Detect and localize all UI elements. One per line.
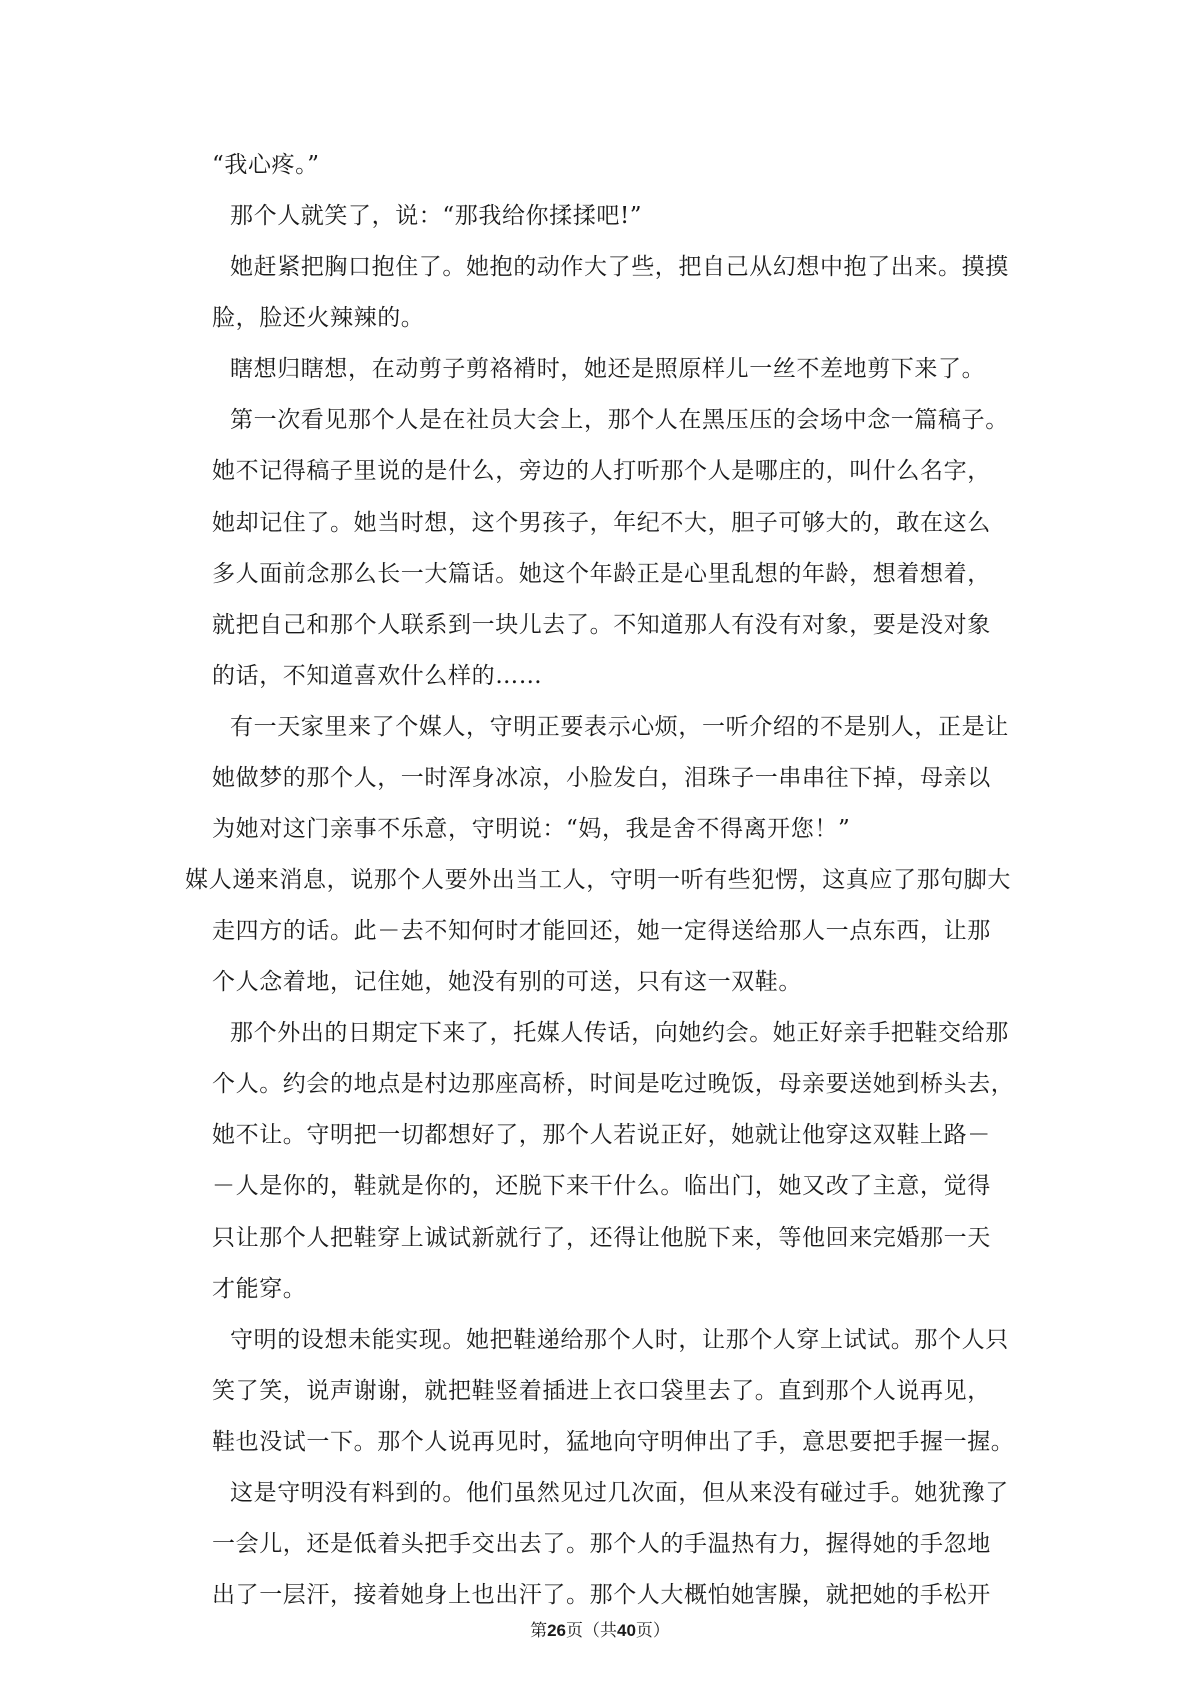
text-line: 为她对这门亲事不乐意，守明说：“妈，我是舍不得离开您！” xyxy=(212,816,851,842)
text-line: 多人面前念那么长一大篇话。她这个年龄正是心里乱想的年龄，想着想着， xyxy=(212,561,991,587)
text-line: －人是你的，鞋就是你的，还脱下来干什么。临出门，她又改了主意，觉得 xyxy=(212,1173,991,1199)
text-line: 瞎想归瞎想，在动剪子剪袼褙时，她还是照原样儿一丝不差地剪下来了。 xyxy=(230,356,986,382)
footer-prefix: 第 xyxy=(530,1621,548,1641)
current-page-number: 26 xyxy=(547,1621,566,1640)
text-line: 第一次看见那个人是在社员大会上，那个人在黑压压的会场中念一篇稿子。 xyxy=(230,407,1009,433)
text-line: 个人。约会的地点是村边那座高桥，时间是吃过晚饭，母亲要送她到桥头去， xyxy=(212,1071,1015,1097)
text-line: 她不让。守明把一切都想好了，那个人若说正好，她就让他穿这双鞋上路－ xyxy=(212,1122,991,1148)
text-line: 脸，脸还火辣辣的。 xyxy=(212,305,425,331)
text-line: 那个人就笑了，说：“那我给你揉揉吧!” xyxy=(230,203,643,229)
text-line: 只让那个人把鞋穿上诚试新就行了，还得让他脱下来，等他回来完婚那一天 xyxy=(212,1225,991,1251)
total-page-count: 40 xyxy=(617,1621,636,1640)
text-line: 有一天家里来了个媒人，守明正要表示心烦，一听介绍的不是别人，正是让 xyxy=(230,714,1009,740)
text-line: 她却记住了。她当时想，这个男孩子，年纪不大，胆子可够大的，敢在这么 xyxy=(212,510,991,536)
text-line: 走四方的话。此－去不知何时才能回还，她一定得送给那人一点东西，让那 xyxy=(212,918,991,944)
text-line: 的话，不知道喜欢什么样的…… xyxy=(212,663,543,689)
text-line: 守明的设想未能实现。她把鞋递给那个人时，让那个人穿上试试。那个人只 xyxy=(230,1327,1009,1353)
text-line: 她不记得稿子里说的是什么，旁边的人打听那个人是哪庄的，叫什么名字， xyxy=(212,458,991,484)
text-line: 一会儿，还是低着头把手交出去了。那个人的手温热有力，握得她的手忽地 xyxy=(212,1531,991,1557)
text-line: 个人念着地，记住她，她没有别的可送，只有这一双鞋。 xyxy=(212,969,802,995)
page-footer xyxy=(0,1620,1200,1642)
text-line: 笑了笑，说声谢谢，就把鞋竖着插进上衣口袋里去了。直到那个人说再见， xyxy=(212,1378,991,1404)
text-line: 她做梦的那个人，一时浑身冰凉，小脸发白，泪珠子一串串往下掉，母亲以 xyxy=(212,765,991,791)
text-line: 那个外出的日期定下来了，托媒人传话，向她约会。她正好亲手把鞋交给那 xyxy=(230,1020,1009,1046)
footer-middle: 页（共 xyxy=(566,1621,617,1641)
text-line: “我心疼。” xyxy=(212,152,320,178)
text-line: 就把自己和那个人联系到一块儿去了。不知道那人有没有对象，要是没对象 xyxy=(212,612,991,638)
text-line: 鞋也没试一下。那个人说再见时，猛地向守明伸出了手，意思要把手握一握。 xyxy=(212,1429,1015,1455)
text-line: 才能穿。 xyxy=(212,1276,307,1302)
text-line: 她赶紧把胸口抱住了。她抱的动作大了些，把自己从幻想中抱了出来。摸摸 xyxy=(230,254,1009,280)
text-line: 这是守明没有料到的。他们虽然见过几次面，但从来没有碰过手。她犹豫了 xyxy=(230,1480,1009,1506)
text-line: 出了一层汗，接着她身上也出汗了。那个人大概怕她害臊，就把她的手松开 xyxy=(212,1582,991,1608)
footer-suffix: 页） xyxy=(635,1621,670,1641)
text-line: 媒人递来消息，说那个人要外出当工人，守明一听有些犯愣，这真应了那句脚大 xyxy=(185,867,1011,893)
